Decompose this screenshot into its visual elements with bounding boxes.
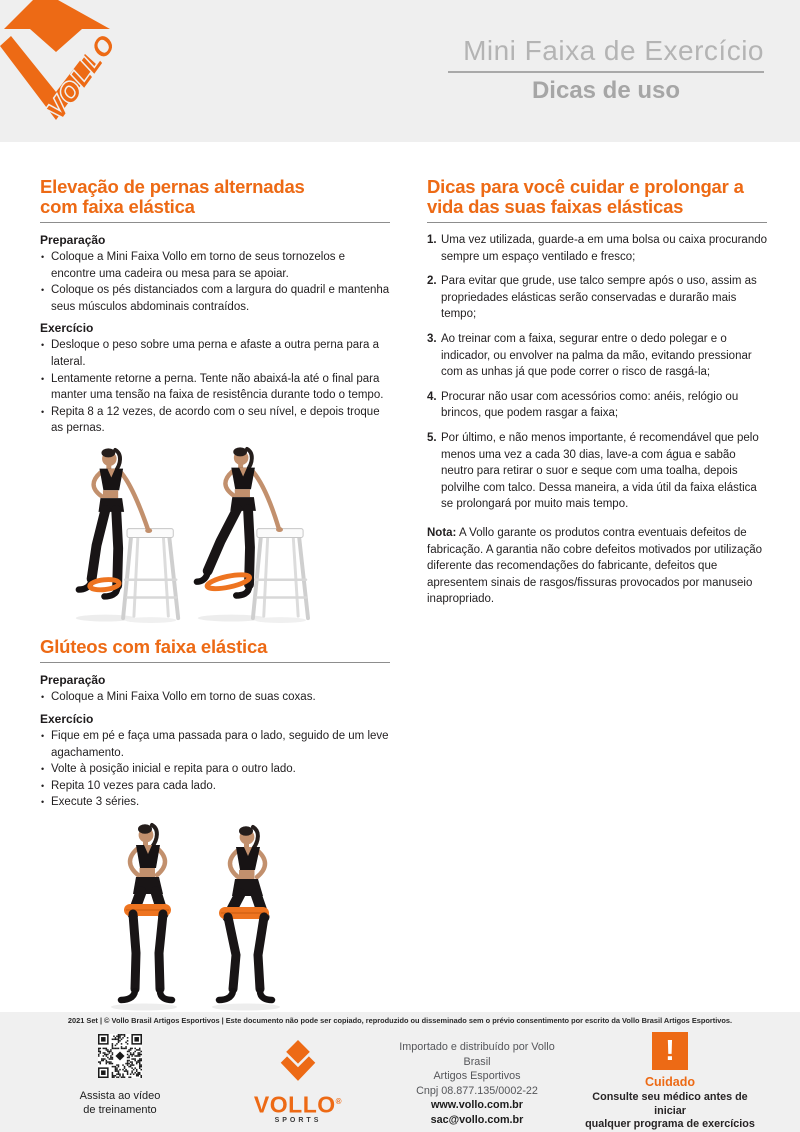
qr-caption-line2: de treinamento xyxy=(83,1104,157,1116)
page-title: Mini Faixa de Exercício xyxy=(463,35,764,66)
tip-text: Uma vez utilizada, guarde-a em uma bolsa ou caixa procurando sempre um espaço ventilado e fresco; xyxy=(441,234,768,263)
stool xyxy=(123,529,178,619)
copyright-line: 2021 Set | © Vollo Brasil Artigos Esportivos | Este documento não pode ser copiado, reproduzido ou disseminado sem o prévio consentimento por escrito da Vollo Brasil Artigos Esportivos. xyxy=(67,1016,733,1025)
list-item: • Fique em pé e faça uma passada para o lado, seguido de um leve agachamento. xyxy=(40,728,390,761)
qr-block xyxy=(70,1034,170,1117)
page-header xyxy=(0,0,800,142)
exclamation-mark: ! xyxy=(665,1035,675,1067)
tip-number: 1. xyxy=(427,234,437,246)
vollo-emblem-icon xyxy=(278,1036,318,1084)
distributor-line: Artigos Esportivos xyxy=(433,1070,521,1083)
brand-sports-label: SPORTS xyxy=(274,1116,322,1124)
tip-number: 5. xyxy=(427,431,437,444)
tip-text: Ao treinar com a faixa, segurar entre o dedo polegar e o indicador, ou envolver na palma da mão, evitando pressionar com as unhas já que pode correr o risco de rasgá-la; xyxy=(441,332,752,379)
squat-pose-deep xyxy=(212,826,280,1010)
exercise2-exec-label: Exercício xyxy=(40,712,94,727)
caution-text xyxy=(584,1091,756,1132)
squat-pose-start xyxy=(111,824,177,1010)
care-tips-list xyxy=(427,232,767,513)
list-item: • Repita 10 vezes para cada lado. xyxy=(40,778,390,795)
tip-text: Por último, e não menos importante, é recomendável que pelo menos uma vez a cada 30 dias, lave-a com água e sabão neutro para retirar o suor e seque com uma toalha, depois polvilhe com talco. Dessa maneira, a vida útil da faixa elástica se prolongará por muito mais tempo. xyxy=(441,431,759,511)
tip-number: 3. xyxy=(427,332,437,345)
caution-title: Cuidado xyxy=(645,1075,695,1089)
resistance-band xyxy=(206,572,251,592)
title-divider xyxy=(448,71,764,73)
list-item: • Coloque a Mini Faixa Vollo em torno de suas coxas. xyxy=(40,689,390,706)
qr-code-icon xyxy=(98,1034,142,1078)
note-text: A Vollo garante os produtos contra eventuais defeitos de fabricação. A garantia não cobre defeitos motivados por utilização diferente das recomendações do fabricante, defeitos que apresentem sinais de rasgos/fissuras provocados por manuseio inapropriado. xyxy=(427,526,762,606)
tip-item xyxy=(427,430,767,513)
distributor-line: Cnpj 08.877.135/0002-22 xyxy=(416,1084,538,1097)
stool xyxy=(253,529,308,619)
exercise1-prep-list xyxy=(40,249,390,315)
exercise2-prep-label: Preparação xyxy=(40,673,106,688)
page-subtitle: Dicas de uso xyxy=(531,77,681,104)
exercise1-title-line2: com faixa elástica xyxy=(40,195,195,217)
vollo-sports-logo xyxy=(240,1036,356,1124)
qr-caption xyxy=(70,1089,170,1117)
tip-item xyxy=(427,331,767,381)
caution-line2: qualquer programa de exercícios xyxy=(585,1118,755,1130)
tips-title-line1: Dicas para você cuidar e prolongar a xyxy=(427,176,744,197)
qr-caption-line1: Assista ao vídeo xyxy=(79,1090,161,1102)
leg-raise-pose-start xyxy=(76,448,178,623)
note-label: Nota: xyxy=(427,526,457,539)
vollo-wordmark xyxy=(240,1091,356,1116)
section-rule xyxy=(40,662,390,663)
tips-title-line2: vida das suas faixas elásticas xyxy=(427,195,684,217)
list-item: • Execute 3 séries. xyxy=(40,794,390,811)
distributor-line: Importado e distribuído por Vollo Brasil xyxy=(399,1041,555,1068)
exercise2-exec-list xyxy=(40,728,390,811)
list-item: • Volte à posição inicial e repita para o outro lado. xyxy=(40,761,390,778)
list-item: • Lentamente retorne a perna. Tente não abaixá-la até o final para manter uma tensão na faixa de resistência durante todo o tempo. xyxy=(40,371,390,404)
brand-text: VOLLO xyxy=(253,1091,336,1118)
person xyxy=(79,448,152,596)
tip-number: 4. xyxy=(427,390,437,403)
exercise1-title-line1: Elevação de pernas alternadas xyxy=(40,176,305,197)
person xyxy=(197,447,283,595)
caution-block xyxy=(584,1032,756,1132)
exercise1-title xyxy=(40,177,390,216)
tip-text: Procurar não usar com acessórios como: anéis, relógio ou brincos, que podem rasgar a faixa; xyxy=(441,390,739,420)
tip-text: Para evitar que grude, use talco sempre após o uso, assim as propriedades elásticas serão conservadas e durarão mais tempo; xyxy=(441,275,757,321)
left-column xyxy=(40,177,390,1021)
page-footer xyxy=(0,1012,800,1132)
exercise1-exec-label: Exercício xyxy=(40,321,94,336)
tips-title xyxy=(427,177,767,216)
leg-raise-exercise-photos xyxy=(64,445,314,625)
list-item: • Coloque os pés distanciados com a largura do quadril e mantenha seus músculos abdominais contraídos. xyxy=(40,282,390,315)
website-url: www.vollo.com.br xyxy=(431,1099,523,1112)
distributor-info xyxy=(387,1040,567,1128)
sac-email: sac@vollo.com.br xyxy=(430,1113,524,1126)
tip-item xyxy=(427,389,767,422)
logo-wordmark: VOLLO xyxy=(40,28,122,125)
list-item: • Desloque o peso sobre uma perna e afaste a outra perna para a lateral. xyxy=(40,337,390,370)
section-rule xyxy=(40,222,390,223)
right-column xyxy=(427,177,767,608)
warranty-note xyxy=(427,525,767,608)
exercise1-exec-list xyxy=(40,337,390,437)
leg-raise-pose-extended xyxy=(197,447,308,623)
registered-mark: ® xyxy=(335,1097,343,1106)
caution-line1: Consulte seu médico antes de iniciar xyxy=(592,1091,748,1117)
tip-item xyxy=(427,273,767,323)
list-item: • Coloque a Mini Faixa Vollo em torno de seus tornozelos e encontre uma cadeira ou mesa para se apoiar. xyxy=(40,249,390,282)
tip-number: 2. xyxy=(427,275,437,288)
squat-exercise-photos xyxy=(100,821,290,1021)
vollo-logo-icon xyxy=(0,0,150,130)
tip-item xyxy=(427,232,767,265)
header-titles xyxy=(448,36,764,105)
exercise1-prep-label: Preparação xyxy=(40,233,106,247)
list-item: • Repita 8 a 12 vezes, de acordo com o seu nível, e depois troque as pernas. xyxy=(40,404,390,437)
exercise2-prep-list xyxy=(40,689,390,706)
resistance-band xyxy=(89,578,119,591)
section-rule xyxy=(427,222,767,223)
exercise2-title: Glúteos com faixa elástica xyxy=(40,635,268,657)
warning-icon xyxy=(652,1032,688,1070)
